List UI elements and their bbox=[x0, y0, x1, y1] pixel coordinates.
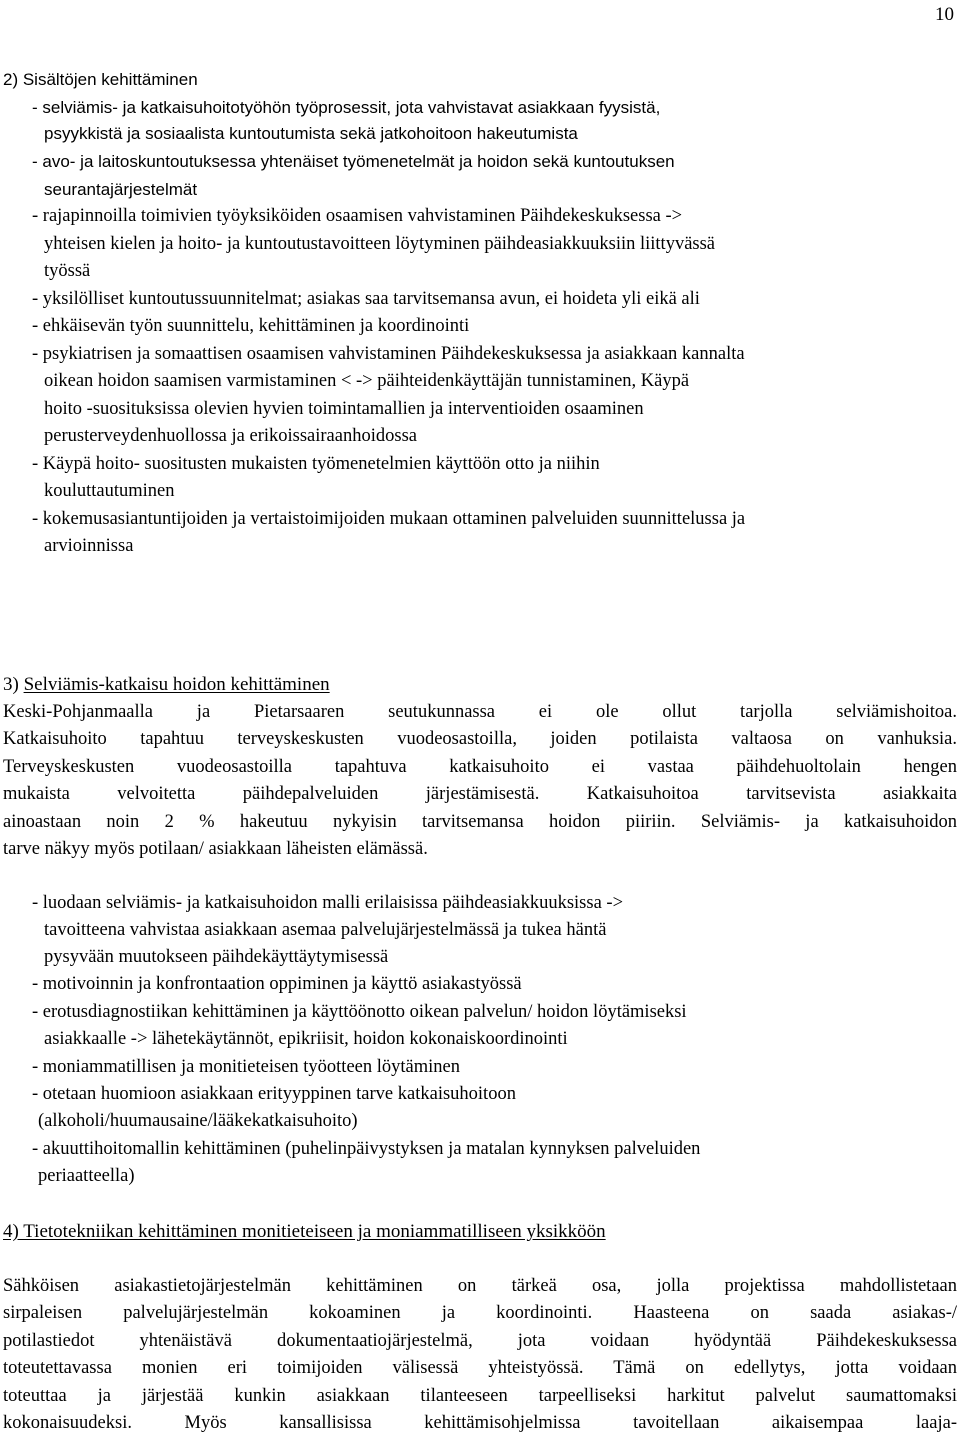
paragraph-line: ainoastaan noin 2 % hakeutuu nykyisin tarvitsemansa hoidon piiriin. Selviämis- ja katkaisuhoidon bbox=[3, 812, 957, 832]
paragraph-line: Terveyskeskusten vuodeosastoilla tapahtuva katkaisuhoito ei vastaa päihdehuoltolain hengen bbox=[3, 757, 957, 777]
paragraph-line: Keski-Pohjanmaalla ja Pietarsaaren seutukunnassa ei ole ollut tarjolla selviämishoitoa. bbox=[3, 702, 957, 722]
list-item: työssä bbox=[44, 261, 91, 281]
paragraph-line: kokonaisuudeksi. Myös kansallisissa kehittämisohjelmissa tavoitellaan aikaisempaa laaja- bbox=[3, 1413, 957, 1433]
list-item: psyykkistä ja sosiaalista kuntoutumista sekä jatkohoitoon hakeutumista bbox=[44, 124, 578, 143]
section-2-title: 2) Sisältöjen kehittäminen bbox=[3, 70, 198, 89]
list-item: asiakkaalle -> lähetekäytännöt, epikriisit, hoidon kokonaiskoordinointi bbox=[44, 1029, 568, 1049]
list-item: periaatteella) bbox=[38, 1166, 135, 1186]
section-3-title-text: Selviämis-katkaisu hoidon kehittäminen bbox=[23, 674, 330, 695]
list-item: - akuuttihoitomallin kehittäminen (puhelinpäivystyksen ja matalan kynnyksen palveluiden bbox=[32, 1139, 701, 1159]
list-item: yhteisen kielen ja hoito- ja kuntoutustavoitteen löytyminen päihdeasiakkuuksiin liittyvässä bbox=[44, 234, 716, 254]
list-item: - psykiatrisen ja somaattisen osaamisen vahvistaminen Päihdekeskuksessa ja asiakkaan kannalta bbox=[32, 344, 745, 364]
list-item: - motivoinnin ja konfrontaation oppiminen ja käyttö asiakastyössä bbox=[32, 974, 522, 994]
list-item: - ehkäisevän työn suunnittelu, kehittäminen ja koordinointi bbox=[32, 316, 470, 336]
list-item: (alkoholi/huumausaine/lääkekatkaisuhoito) bbox=[38, 1111, 358, 1131]
list-item: - kokemusasiantuntijoiden ja vertaistoimijoiden mukaan ottaminen palveluiden suunnittelussa ja bbox=[32, 509, 746, 529]
paragraph-line: potilastiedot yhtenäistävä dokumentaatiojärjestelmä, jota voidaan hyödyntää Päihdekeskuksessa bbox=[3, 1331, 957, 1351]
list-item: tavoitteena vahvistaa asiakkaan asemaa palvelujärjestelmässä ja tukea häntä bbox=[44, 920, 607, 940]
list-item: kouluttautuminen bbox=[44, 481, 175, 501]
list-item: - luodaan selviämis- ja katkaisuhoidon malli erilaisissa päihdeasiakkuuksissa -> bbox=[32, 893, 623, 913]
page-number: 10 bbox=[935, 4, 954, 25]
section-3-number: 3) bbox=[3, 674, 24, 695]
list-item: hoito -suosituksissa olevien hyvien toimintamallien ja interventioiden osaaminen bbox=[44, 399, 644, 419]
list-item: arvioinnissa bbox=[44, 536, 134, 556]
paragraph-line: Katkaisuhoito tapahtuu terveyskeskusten vuodeosastoilla, joiden potilaista valtaosa on vanhuksia. bbox=[3, 729, 957, 749]
list-item: - yksilölliset kuntoutussuunnitelmat; asiakas saa tarvitsemansa avun, ei hoideta yli eikä ali bbox=[32, 289, 700, 309]
paragraph-line: mukaista velvoitetta päihdepalveluiden järjestämisestä. Katkaisuhoitoa tarvitsevista asiakkaita bbox=[3, 784, 957, 804]
list-item: perusterveydenhuollossa ja erikoissairaanhoidossa bbox=[44, 426, 417, 446]
paragraph-line: toteuttaa ja järjestää kunkin asiakkaan tilanteeseen tarpeelliseksi harkitut palvelut saumattomaksi bbox=[3, 1386, 957, 1406]
paragraph-line: toteutettavassa monien eri toimijoiden välisessä yhteistyössä. Tämä on edellytys, jotta voidaan bbox=[3, 1358, 957, 1378]
list-item: - moniammatillisen ja monitieteisen työotteen löytäminen bbox=[32, 1057, 460, 1077]
list-item: oikean hoidon saamisen varmistaminen < -> päihteidenkäyttäjän tunnistaminen, Käypä bbox=[44, 371, 690, 391]
list-item: - rajapinnoilla toimivien työyksiköiden osaamisen vahvistaminen Päihdekeskuksessa -> bbox=[32, 206, 683, 226]
list-item: - selviämis- ja katkaisuhoitotyöhön työprosessit, jota vahvistavat asiakkaan fyysistä, bbox=[32, 98, 661, 117]
list-item: - avo- ja laitoskuntoutuksessa yhtenäiset työmenetelmät ja hoidon sekä kuntoutuksen bbox=[32, 152, 675, 171]
list-item: - otetaan huomioon asiakkaan erityyppinen tarve katkaisuhoitoon bbox=[32, 1084, 516, 1104]
paragraph-line: Sähköisen asiakastietojärjestelmän kehittäminen on tärkeä osa, jolla projektissa mahdollistetaan bbox=[3, 1276, 957, 1296]
section-4-title: 4) Tietotekniikan kehittäminen monitieteiseen ja moniammatilliseen yksikköön bbox=[3, 1221, 606, 1242]
paragraph-line: sirpaleisen palvelujärjestelmän kokoaminen ja koordinointi. Haasteena on saada asiakas-/ bbox=[3, 1303, 957, 1323]
list-item: seurantajärjestelmät bbox=[44, 180, 198, 199]
list-item: pysyvään muutokseen päihdekäyttäytymisessä bbox=[44, 947, 389, 967]
list-item: - Käypä hoito- suositusten mukaisten työmenetelmien käyttöön otto ja niihin bbox=[32, 454, 600, 474]
section-3-title bbox=[3, 674, 330, 696]
list-item: - erotusdiagnostiikan kehittäminen ja käyttöönotto oikean palvelun/ hoidon löytämiseksi bbox=[32, 1002, 687, 1022]
paragraph-line: tarve näkyy myös potilaan/ asiakkaan läheisten elämässä. bbox=[3, 839, 428, 859]
